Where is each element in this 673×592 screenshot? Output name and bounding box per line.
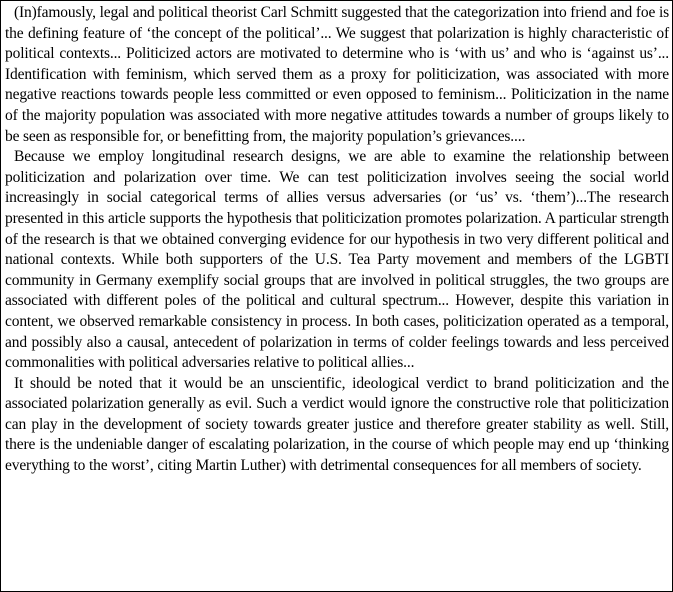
paragraph-1: (In)famously, legal and political theorist Carl Schmitt suggested that the categorization into friend and foe is the defining feature of ‘the concept of the political’... We suggest that polarization is highly characteristic of political contexts... Politicized actors are motivated to determine who is ‘with us’ and who is ‘against us’... Identification with feminism, which served them as a proxy for politicization, was associated with more negative reactions towards people less committed or even opposed to feminism... Politicization in the name of the majority population was associated with more negative attitudes towards a number of groups likely to be seen as responsible for, or benefitting from, the majority population’s grievances.... <box>5 4 669 145</box>
paragraph-2: Because we employ longitudinal research designs, we are able to examine the relationship between politicization and polarization over time. We can test politicization involves seeing the social world increasingly in social categorical terms of allies versus adversaries (or ‘us’ vs. ‘them’)...The research presented in this article supports the hypothesis that politicization promotes polarization. A particular strength of the research is that we obtained converging evidence for our hypothesis in two very different political and national contexts. While both supporters of the U.S. Tea Party movement and members of the LGBTI community in Germany exemplify social groups that are involved in political struggles, the two groups are associated with different poles of the political and cultural spectrum... However, despite this variation in content, we observed remarkable consistency in process. In both cases, politicization operated as a temporal, and possibly also a causal, antecedent of polarization in terms of colder feelings towards and less perceived commonalities with political adversaries relative to political allies... <box>5 148 669 372</box>
paragraph-3: It should be noted that it would be an unscientific, ideological verdict to brand politicization and the associated polarization generally as evil. Such a verdict would ignore the constructive role that politicization can play in the development of society towards greater justice and therefore greater stability as well. Still, there is the undeniable danger of escalating polarization, in the course of which people may end up ‘thinking everything to the worst’, citing Martin Luther) with detrimental consequences for all members of society. <box>5 374 669 475</box>
document-body <box>5 3 669 477</box>
